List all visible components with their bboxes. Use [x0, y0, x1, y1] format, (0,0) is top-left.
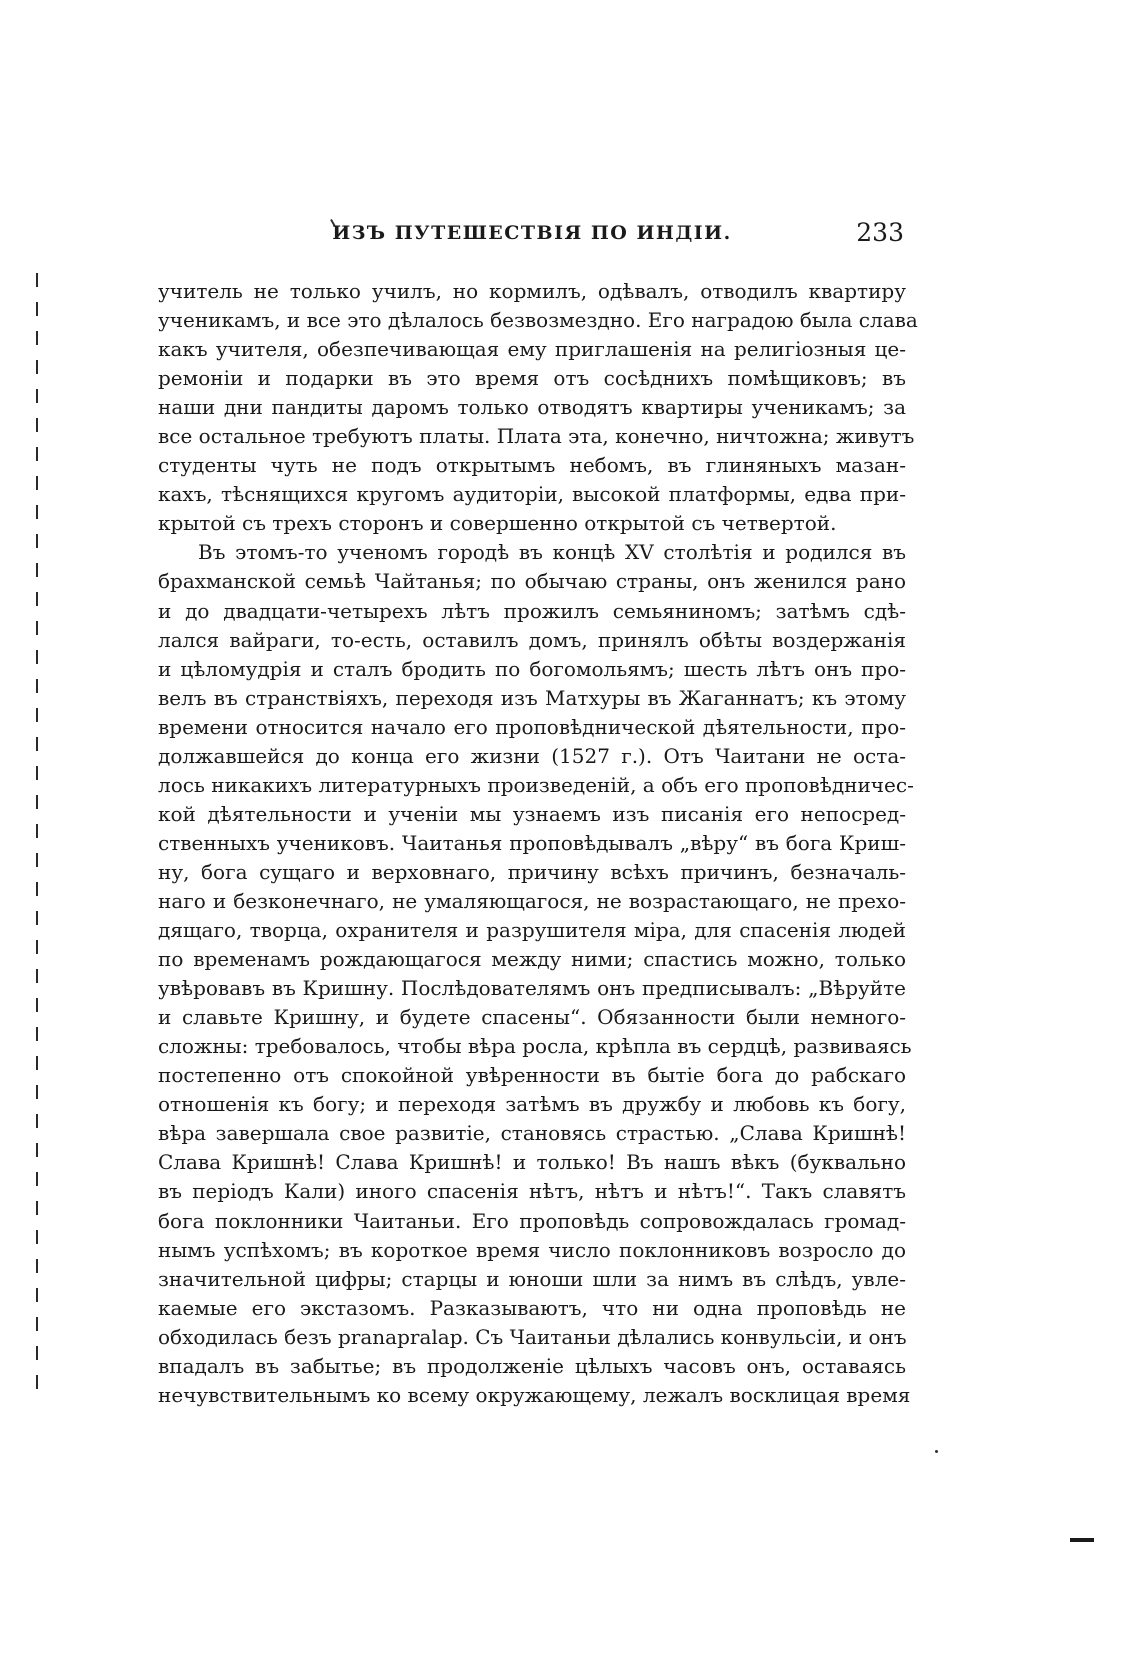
margin-mark [36, 679, 38, 693]
text-line: отношенія къ богу; и переходя затѣмъ въ дружбу и любовь къ богу, [158, 1092, 906, 1117]
text-line: нымъ успѣхомъ; въ короткое время число поклонниковъ возросло до [158, 1237, 906, 1262]
margin-mark [36, 1114, 38, 1128]
text-line: времени относится начало его проповѣднической дѣятельности, про- [158, 714, 906, 739]
page-header [158, 218, 906, 254]
text-line: постепенно отъ спокойной увѣренности въ бытіе бога до рабскаго [158, 1063, 906, 1088]
text-line: ственныхъ учениковъ. Чаитанья проповѣдывалъ „вѣру“ въ бога Криш- [158, 830, 906, 855]
margin-mark [36, 505, 38, 519]
text-line: лался вайраги, то-есть, оставилъ домъ, принялъ обѣты воздержанія [158, 627, 906, 652]
margin-mark [36, 795, 38, 809]
text-line: ну, бога сущаго и верховнаго, причину всѣхъ причинъ, безначаль- [158, 859, 906, 884]
text-line: и цѣломудрія и сталъ бродить по богомольямъ; шесть лѣтъ онъ про- [158, 656, 906, 681]
margin-mark [36, 302, 38, 316]
text-line: ремоніи и подарки въ это время отъ сосѣднихъ помѣщиковъ; въ [158, 366, 906, 391]
margin-mark [36, 1027, 38, 1041]
text-line: значительной цифры; старцы и юноши шли за нимъ въ слѣдъ, увле- [158, 1266, 906, 1291]
margin-mark [36, 389, 38, 403]
margin-mark [36, 592, 38, 606]
text-line: впадалъ въ забытье; въ продолженіе цѣлыхъ часовъ онъ, оставаясь [158, 1353, 906, 1378]
text-line: какъ учителя, обезпечивающая ему приглашенія на религіозныя це- [158, 337, 906, 362]
text-line: студенты чуть не подъ открытымъ небомъ, въ глиняныхъ мазан- [158, 453, 906, 478]
text-line: обходилась безъ pranapralap. Съ Чаитаньи дѣлались конвульсіи, и онъ [158, 1324, 907, 1349]
text-line: и славьте Кришну, и будете спасены“. Обязанности были немного- [158, 1005, 906, 1030]
margin-mark [36, 708, 38, 722]
margin-mark [36, 1201, 38, 1215]
running-title: ИЗЪ ПУТЕШЕСТВІЯ ПО ИНДІИ. [332, 222, 732, 244]
margin-mark [36, 621, 38, 635]
margin-mark [36, 1259, 38, 1273]
text-line: въ періодъ Кали) иного спасенія нѣтъ, нѣтъ и нѣтъ!“. Такъ славятъ [158, 1179, 906, 1204]
text-line: должавшейся до конца его жизни (1527 г.). Отъ Чаитани не оста- [158, 743, 906, 768]
text-line: кахъ, тѣснящихся кругомъ аудиторіи, высокой платформы, едва при- [158, 482, 906, 507]
text-line: кой дѣятельности и ученіи мы узнаемъ изъ писанія его непосред- [158, 801, 906, 826]
margin-mark [36, 476, 38, 490]
text-line: Слава Кришнѣ! Слава Кришнѣ! и только! Въ нашъ вѣкъ (буквально [158, 1150, 906, 1175]
margin-mark [36, 969, 38, 983]
text-line: лось никакихъ литературныхъ произведеній, а объ его проповѣдничес- [158, 772, 914, 797]
margin-mark [36, 998, 38, 1012]
margin-mark [36, 360, 38, 374]
text-line: сложны: требовалось, чтобы вѣра росла, крѣпла въ сердцѣ, развиваясь [158, 1034, 912, 1059]
margin-mark [36, 1346, 38, 1360]
text-line: наши дни пандиты даромъ только отводятъ квартиры ученикамъ; за [158, 395, 906, 420]
text-line: нечувствительнымъ ко всему окружающему, лежалъ восклицая время [158, 1382, 911, 1407]
text-line: увѣровавъ въ Кришну. Послѣдователямъ онъ предписывалъ: „Вѣруйте [158, 976, 906, 1001]
margin-mark [36, 737, 38, 751]
margin-mark [36, 563, 38, 577]
text-line: крытой съ трехъ сторонъ и совершенно открытой съ четвертой. [158, 511, 837, 536]
margin-mark [36, 911, 38, 925]
margin-mark [36, 1143, 38, 1157]
margin-mark [36, 1317, 38, 1331]
margin-mark [36, 1230, 38, 1244]
text-line: по временамъ рождающагося между ними; спастись можно, только [158, 947, 906, 972]
margin-mark [36, 447, 38, 461]
margin-mark [36, 1085, 38, 1099]
edge-dash-mark [1070, 1538, 1094, 1542]
margin-mark [36, 940, 38, 954]
margin-mark [36, 1056, 38, 1070]
text-line: учитель не только училъ, но кормилъ, одѣвалъ, отводилъ квартиру [158, 279, 906, 303]
text-line: велъ въ странствіяхъ, переходя изъ Матхуры въ Жаганнатъ; къ этому [158, 685, 906, 710]
left-margin-marks [33, 273, 43, 1404]
text-line: наго и безконечнаго, не умаляющагося, не возрастающаго, не прехо- [158, 888, 906, 913]
text-line: брахманской семьѣ Чайтанья; по обычаю страны, онъ женился рано [158, 569, 906, 594]
margin-mark [36, 1288, 38, 1302]
ink-speck [935, 1450, 938, 1453]
text-line: и до двадцати-четырехъ лѣтъ прожилъ семьяниномъ; затѣмъ сдѣ- [158, 598, 906, 623]
text-line: дящаго, творца, охранителя и разрушителя міра, для спасенія людей [158, 918, 906, 943]
margin-mark [36, 273, 38, 287]
text-line: ученикамъ, и все это дѣлалось безвозмездно. Его наградою была слава [158, 308, 918, 333]
margin-mark [36, 534, 38, 548]
margin-mark [36, 418, 38, 432]
paragraph [158, 277, 918, 538]
margin-mark [36, 1172, 38, 1186]
margin-mark [36, 766, 38, 780]
margin-mark [36, 824, 38, 838]
page-number: 233 [856, 218, 904, 247]
margin-mark [36, 331, 38, 345]
margin-mark [36, 650, 38, 664]
margin-mark [36, 853, 38, 867]
text-line: бога поклонники Чаитаньи. Его проповѣдь сопровождалась громад- [158, 1208, 906, 1233]
text-line: Въ этомъ-то ученомъ городѣ въ концѣ XV столѣтія и родился въ [198, 540, 906, 565]
body-text [158, 277, 918, 1410]
margin-mark [36, 1375, 38, 1389]
paragraph [158, 538, 914, 1409]
text-line: все остальное требуютъ платы. Плата эта, конечно, ничтожна; живутъ [158, 424, 915, 449]
margin-mark [36, 882, 38, 896]
text-line: каемые его экстазомъ. Разказываютъ, что ни одна проповѣдь не [158, 1295, 906, 1320]
text-line: вѣра завершала свое развитіе, становясь страстью. „Слава Кришнѣ! [158, 1121, 906, 1146]
